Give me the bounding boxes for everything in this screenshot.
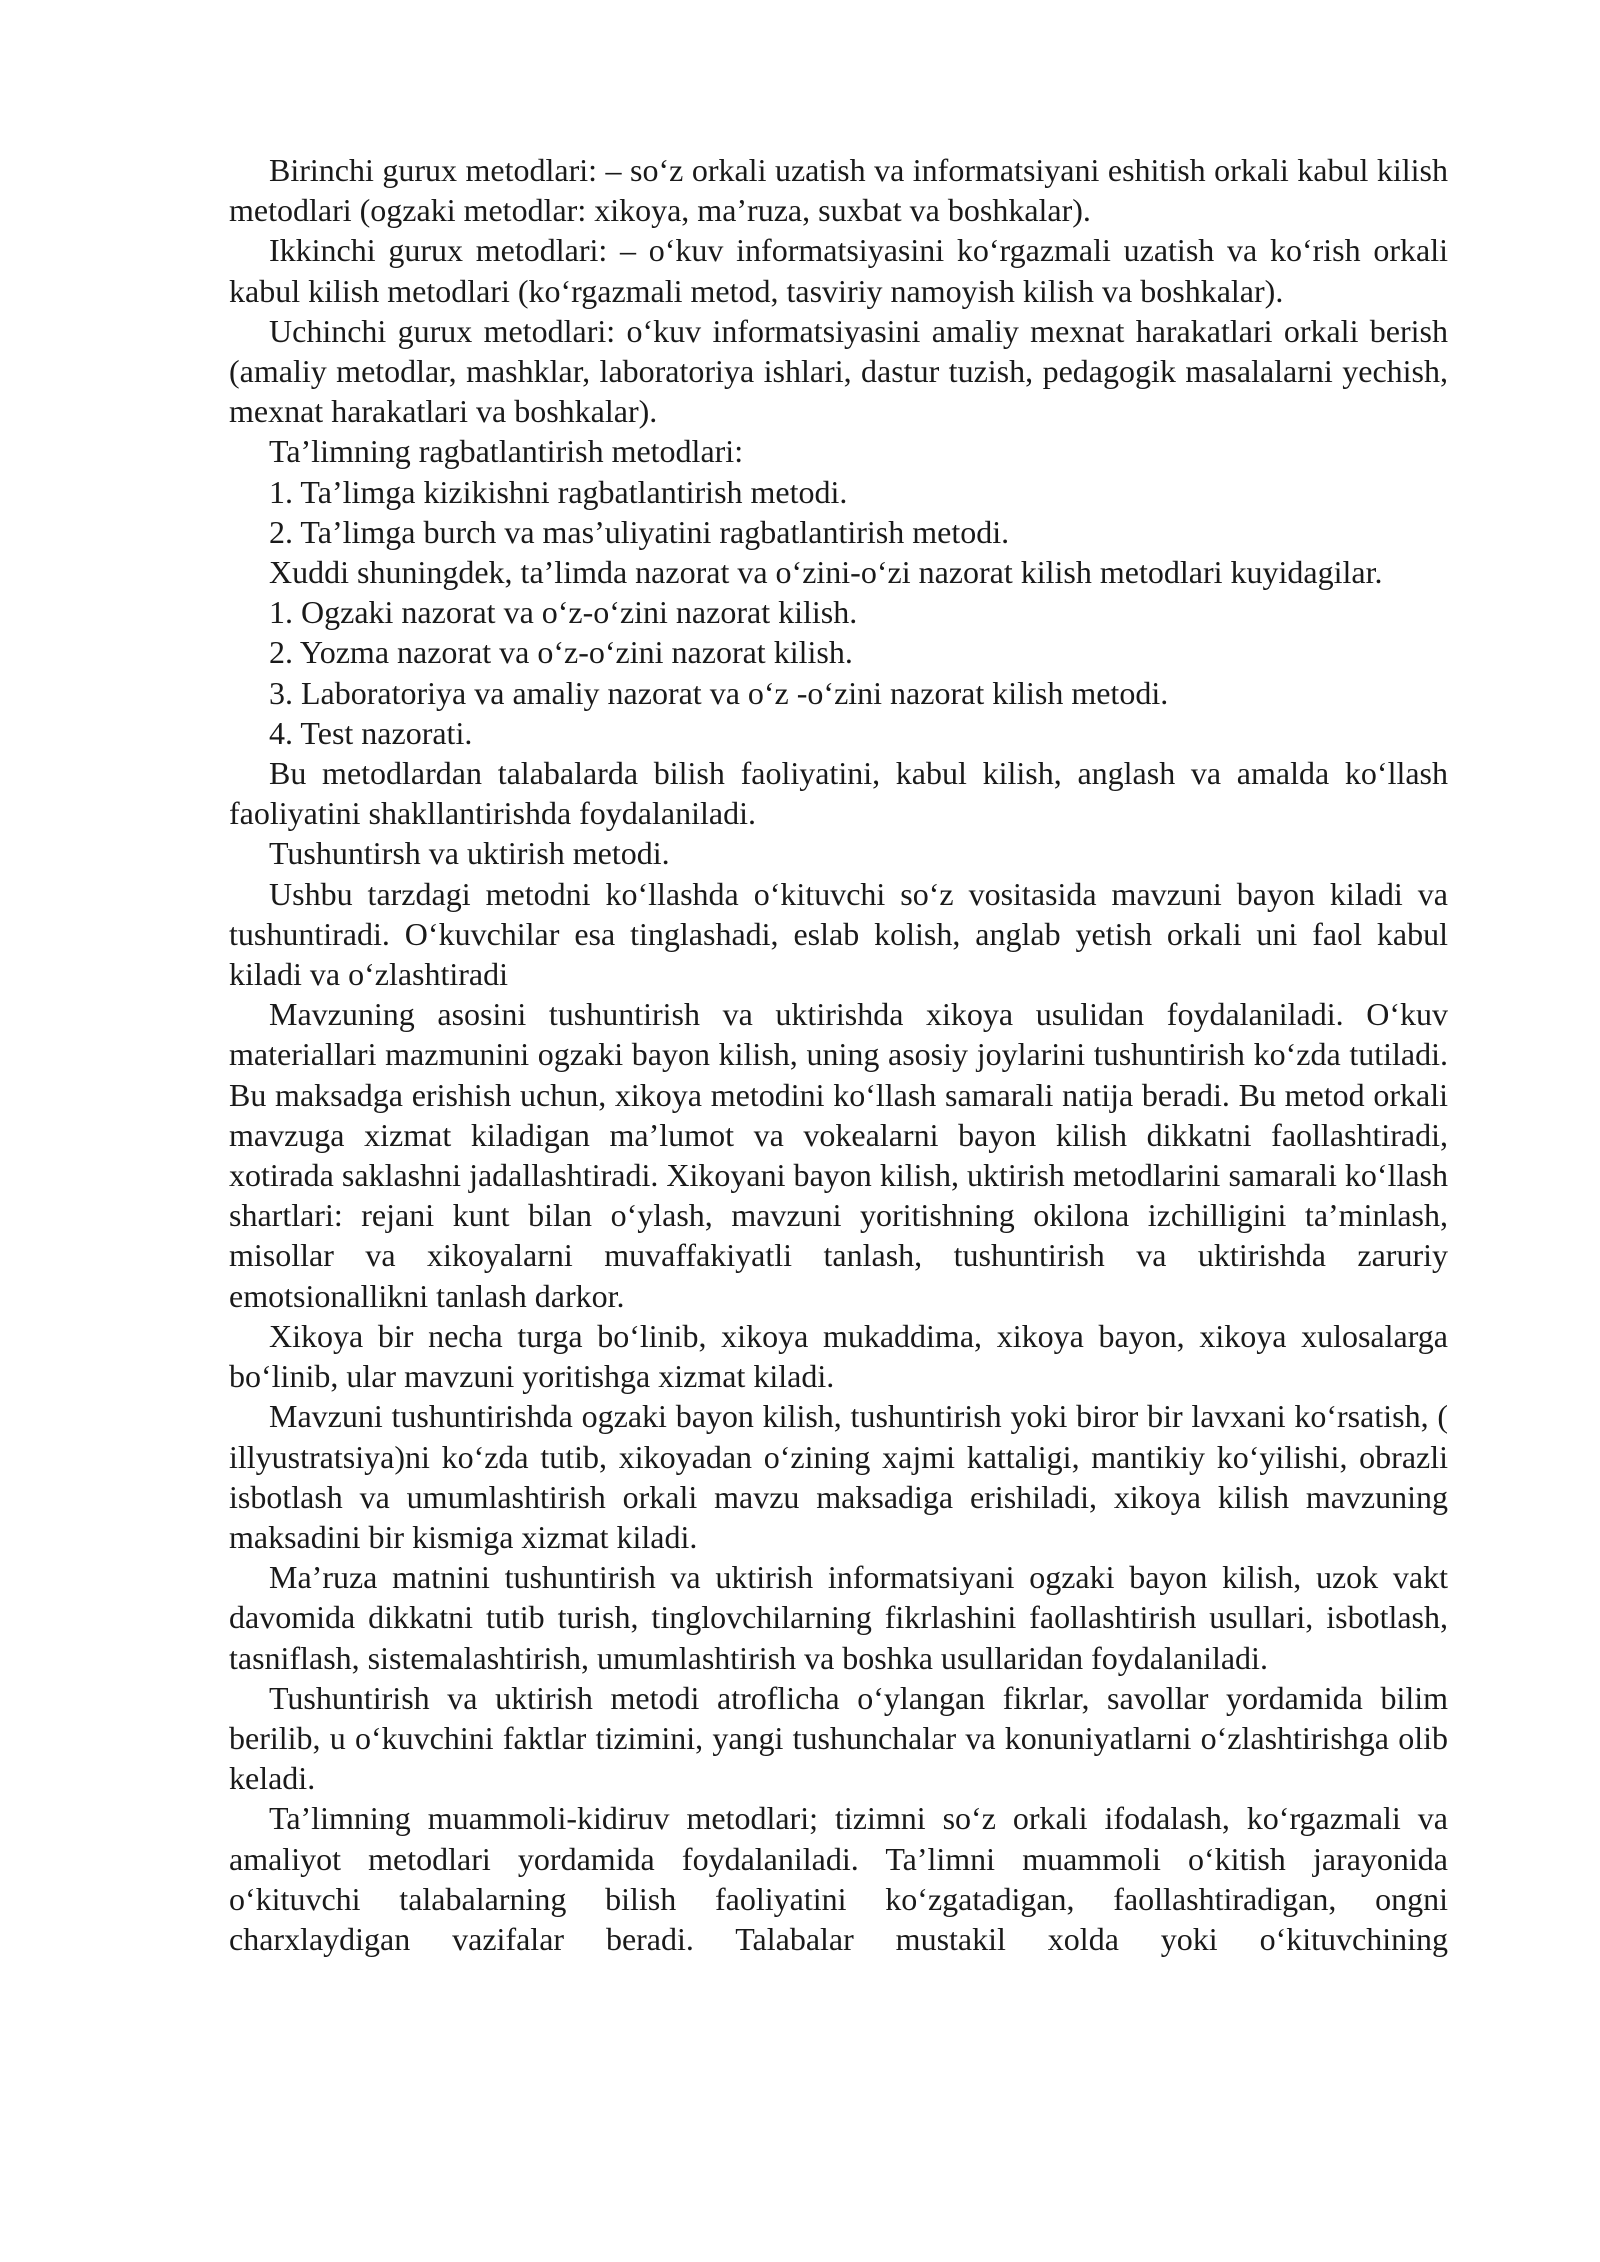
paragraph: Mavzuni tushuntirishda ogzaki bayon kilish, tushuntirish yoki biror bir lavxani ko‘rsatish, ( illyustratsiya)ni ko‘zda tutib, xikoyadan o‘zining xajmi kattaligi, mantikiy ko‘yilishi, obrazli isbotlash va umumlashtirish orkali mavzu maksadiga erishiladi, xikoya kilish mavzuning maksadini bir kismiga xizmat kiladi. (229, 1398, 1448, 1555)
list-item: 3. Laboratoriya va amaliy nazorat va o‘z -o‘zini nazorat kilish metodi. (269, 674, 1169, 711)
list-item: 4. Test nazorati. (269, 714, 473, 751)
paragraph: Ushbu tarzdagi metodni ko‘llashda o‘kituvchi so‘z vositasida mavzuni bayon kiladi va tushuntiradi. O‘kuvchilar esa tinglashadi, eslab kolish, anglab yetish orkali uni faol kabul kiladi va o‘zlashtiradi (229, 875, 1448, 993)
list-item: 2. Yozma nazorat va o‘z-o‘zini nazorat kilish. (269, 634, 853, 671)
section-heading: Tushuntirsh va uktirish metodi. (269, 835, 670, 872)
paragraph: Xuddi shuningdek, ta’limda nazorat va o‘zini-o‘zi nazorat kilish metodlari kuyidagilar. (269, 554, 1383, 591)
list-item: 1. Ta’limga kizikishni ragbatlantirish metodi. (269, 473, 848, 510)
paragraph: Ta’limning muammoli-kidiruv metodlari; tizimni so‘z orkali ifodalash, ko‘rgazmali va amaliyot metodlari yordamida foydalaniladi. Ta’limni muammoli o‘kitish jarayonida o‘kituvchi talabalarning bilish faoliyatini ko‘zgatadigan, faollashtiradigan, ongni charxlaydigan vazifalar beradi. Talabalar mustakil xolda yoki o‘kituvchining (229, 1800, 1448, 1957)
paragraph: Birinchi gurux metodlari: – so‘z orkali uzatish va informatsiyani eshitish orkali kabul kilish metodlari (ogzaki metodlar: xikoya, ma’ruza, suxbat va boshkalar). (229, 152, 1448, 229)
paragraph: Tushuntirish va uktirish metodi atroflicha o‘ylangan fikrlar, savollar yordamida bilim berilib, u o‘kuvchini faktlar tizimini, yangi tushunchalar va konuniyatlarni o‘zlashtirishga olib keladi. (229, 1679, 1448, 1797)
paragraph: Bu metodlardan talabalarda bilish faoliyatini, kabul kilish, anglash va amalda ko‘llash faoliyatini shakllantirishda foydalaniladi. (229, 755, 1448, 832)
list-item: 2. Ta’limga burch va mas’uliyatini ragbatlantirish metodi. (269, 513, 1010, 550)
paragraph: Ikkinchi gurux metodlari: – o‘kuv informatsiyasini ko‘rgazmali uzatish va ko‘rish orkali kabul kilish metodlari (ko‘rgazmali metod, tasviriy namoyish kilish va boshkalar). (229, 232, 1448, 309)
paragraph: Xikoya bir necha turga bo‘linib, xikoya mukaddima, xikoya bayon, xikoya xulosalarga bo‘linib, ular mavzuni yoritishga xizmat kiladi. (229, 1317, 1448, 1395)
paragraph: Mavzuning asosini tushuntirish va uktirishda xikoya usulidan foydalaniladi. O‘kuv materiallari mazmunini ogzaki bayon kilish, uning asosiy joylarini tushuntirish ko‘zda tutiladi. Bu maksadga erishish uchun, xikoya metodini ko‘llash samarali natija beradi. Bu metod orkali mavzuga xizmat kiladigan ma’lumot va vokealarni bayon kilish dikkatni faollashtiradi, xotirada saklashni jadallashtiradi. Xikoyani bayon kilish, uktirish metodlarini samarali ko‘llash shartlari: rejani kunt bilan o‘ylash, mavzuni yoritishning okilona izchilligini ta’minlash, misollar va xikoyalarni muvaffakiyatli tanlash, tushuntirish va uktirishda zaruriy emotsionallikni tanlash darkor. (229, 996, 1448, 1314)
document-page (229, 150, 1448, 1959)
paragraph: Uchinchi gurux metodlari: o‘kuv informatsiyasini amaliy mexnat harakatlari orkali berish (amaliy metodlar, mashklar, laboratoriya ishlari, dastur tuzish, pedagogik masalalarni yechish, mexnat harakatlari va boshkalar). (229, 312, 1448, 430)
paragraph: Ta’limning ragbatlantirish metodlari: (269, 433, 744, 470)
paragraph: Ma’ruza matnini tushuntirish va uktirish informatsiyani ogzaki bayon kilish, uzok vakt davomida dikkatni tutib turish, tinglovchilarning fikrlashini faollashtirish usullari, isbotlash, tasniflash, sistemalashtirish, umumlashtirish va boshka usullaridan foydalaniladi. (229, 1559, 1448, 1676)
list-item: 1. Ogzaki nazorat va o‘z-o‘zini nazorat kilish. (269, 594, 858, 631)
